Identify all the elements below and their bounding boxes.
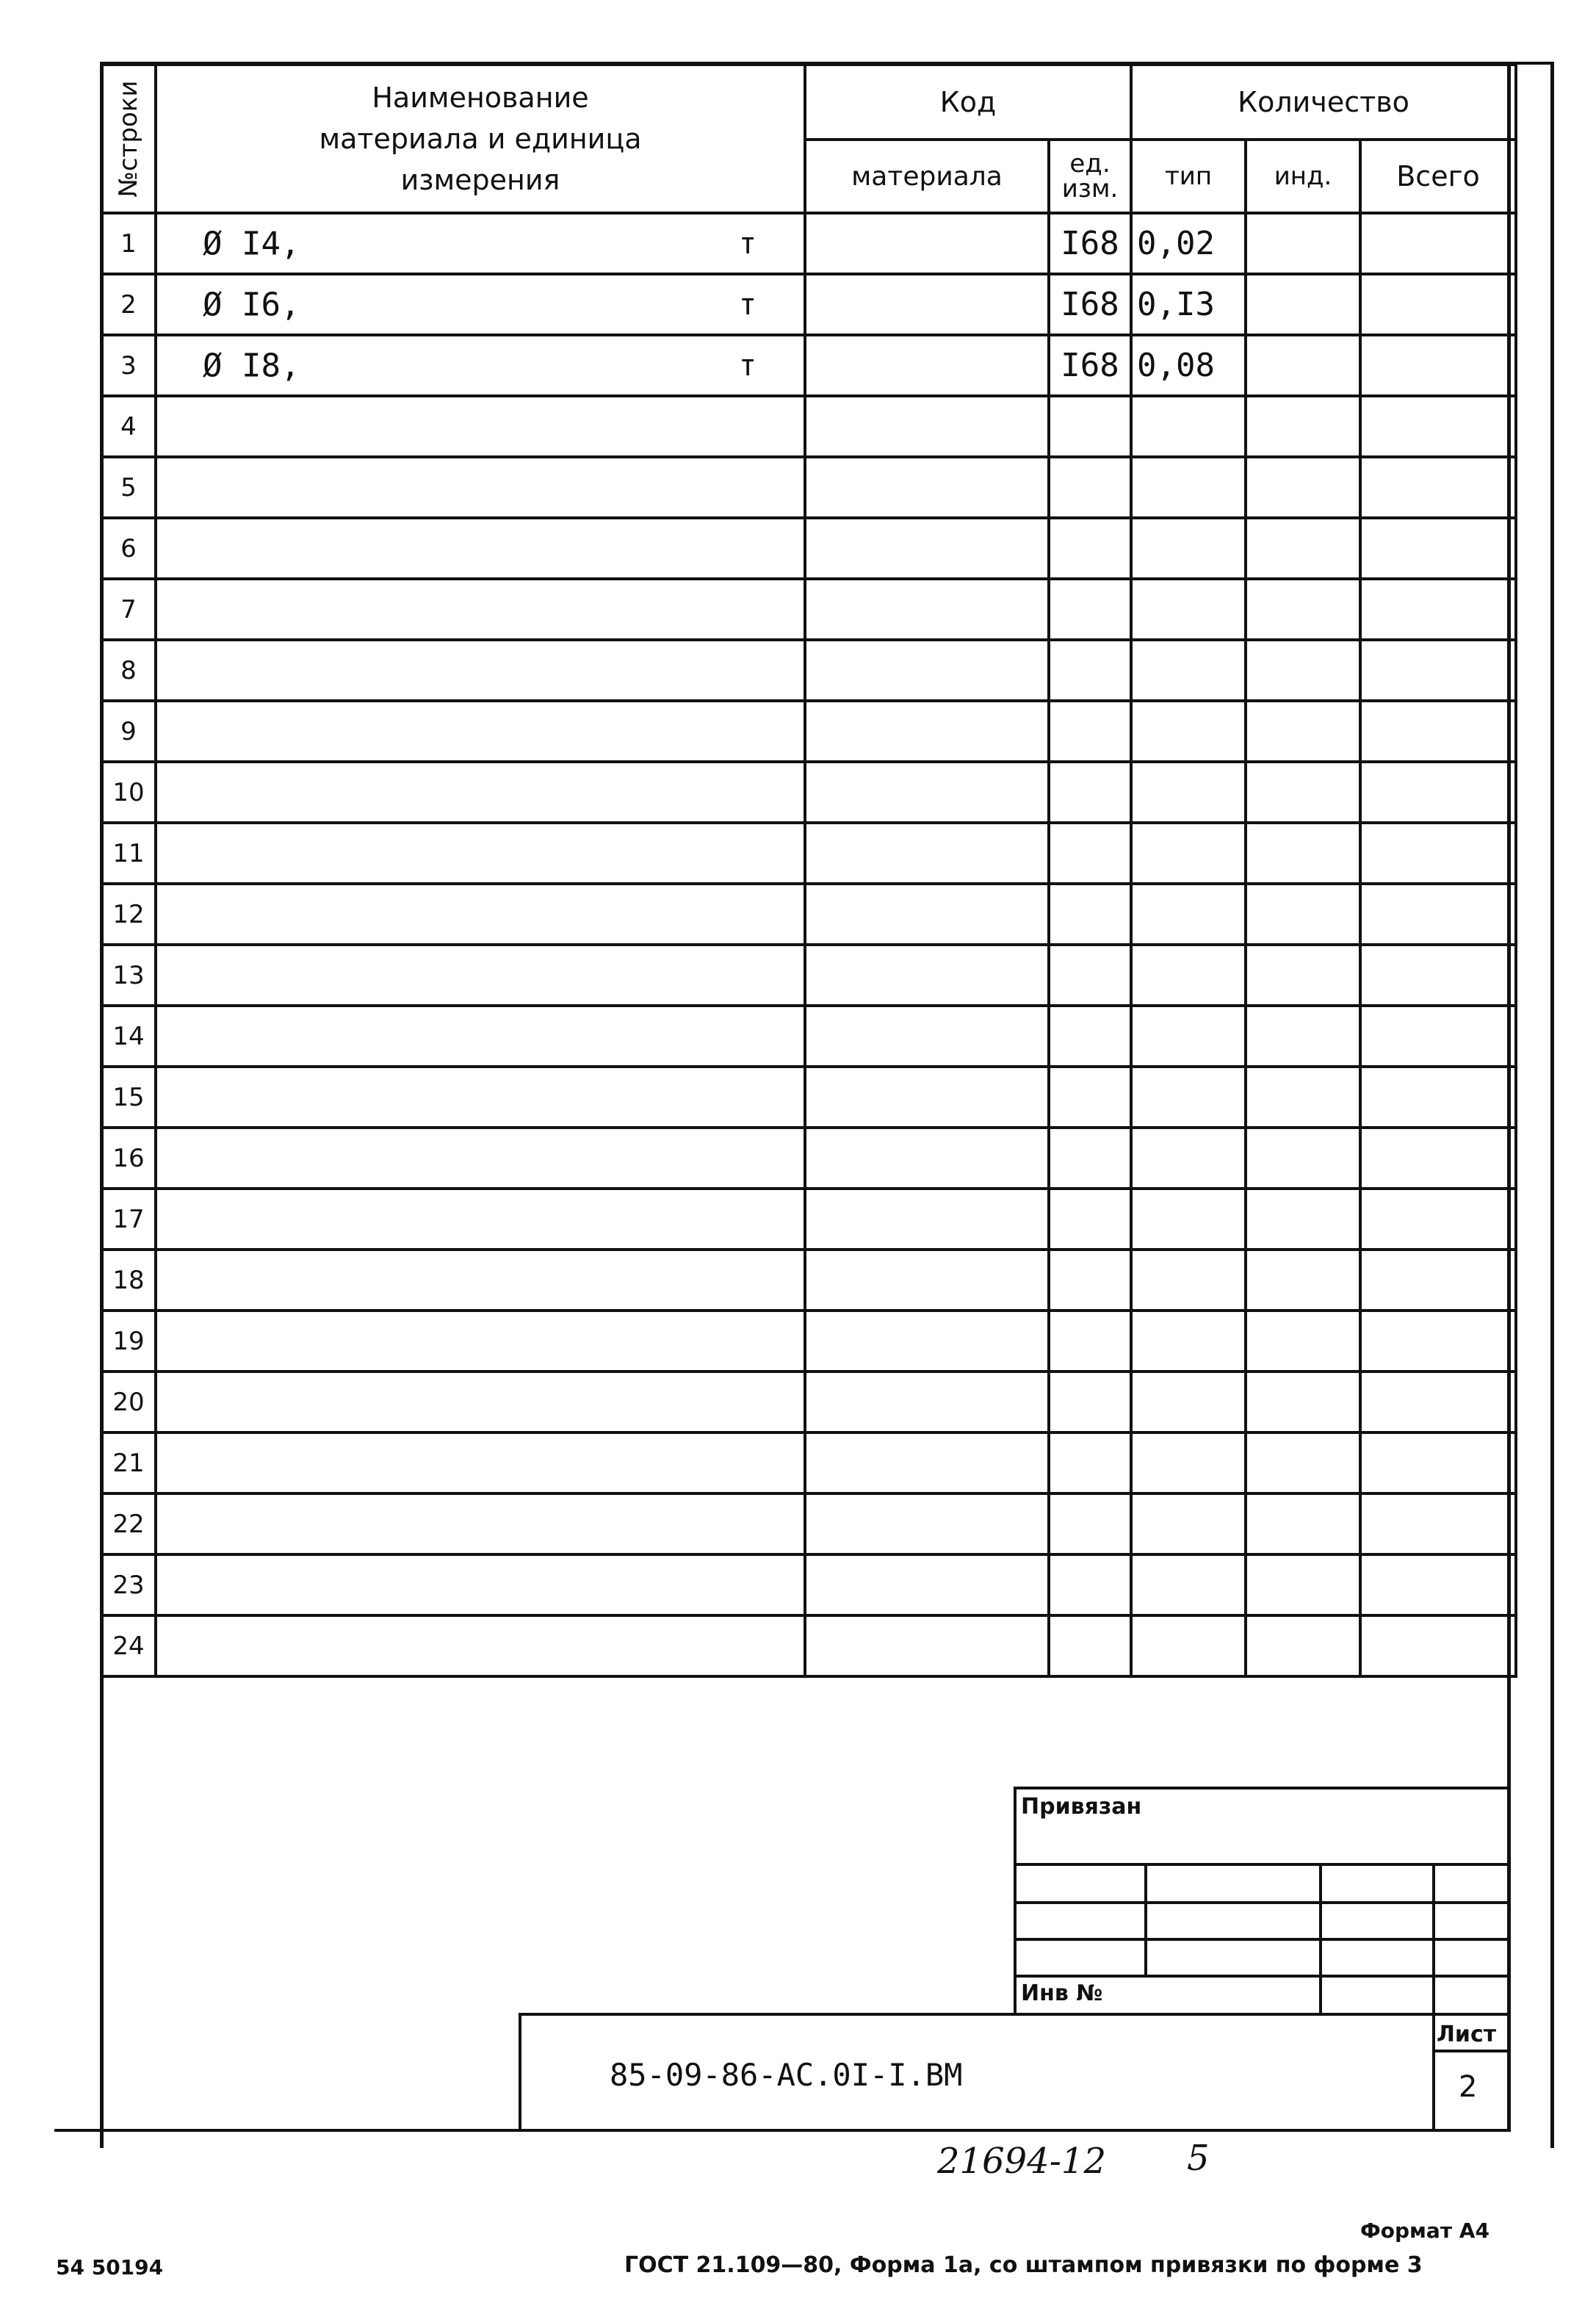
unit-code-cell: I68 [1049,213,1131,274]
unit-code-cell [1049,1554,1131,1615]
type-quantity-cell [1131,640,1246,701]
material-name-cell [156,1067,805,1128]
individual-quantity-cell [1246,518,1360,579]
type-quantity-cell [1131,823,1246,884]
material-code-cell [805,1067,1049,1128]
material-code-cell [805,396,1049,457]
individual-quantity-cell [1246,1493,1360,1554]
unit-code-cell [1049,640,1131,701]
type-quantity-cell [1131,579,1246,640]
row-number: 5 [101,457,156,518]
material-code-cell [805,1250,1049,1311]
material-name: Ø I6, [203,286,300,323]
row-number: 22 [101,1493,156,1554]
row-number: 2 [101,274,156,335]
type-quantity-cell [1131,1006,1246,1067]
material-unit: т [738,226,757,261]
sheet-number: 2 [1459,2070,1478,2104]
table-row [101,1250,1516,1311]
unit-code-cell [1049,1372,1131,1432]
row-number: 21 [101,1432,156,1493]
row-number: 6 [101,518,156,579]
unit-code-cell [1049,1311,1131,1372]
type-header: тип [1131,140,1246,213]
individual-quantity-cell [1246,457,1360,518]
individual-quantity-cell [1246,1250,1360,1311]
unit-code-cell [1049,579,1131,640]
unit-code-cell [1049,823,1131,884]
materials-table [100,63,1517,1678]
individual-quantity-cell [1246,762,1360,823]
type-quantity-cell [1131,1189,1246,1250]
material-code-cell [805,1311,1049,1372]
material-code-header: материала [805,140,1049,213]
table-row [101,1067,1516,1128]
unit-code-cell [1049,1493,1131,1554]
material-name-cell [156,1432,805,1493]
individual-quantity-cell [1246,1189,1360,1250]
format-label: Формат А4 [1360,2219,1490,2243]
unit-header: ед. изм. [1049,140,1131,213]
code-header: Код [805,65,1131,140]
material-name-cell [156,1250,805,1311]
table-row [101,1311,1516,1372]
individual-quantity-cell [1246,1432,1360,1493]
unit-code-cell [1049,1189,1131,1250]
unit-code-cell [1049,518,1131,579]
row-number: 12 [101,884,156,945]
material-name-cell [156,884,805,945]
table-row [101,1432,1516,1493]
table-row [101,1189,1516,1250]
material-name-cell [156,1372,805,1432]
material-code-cell [805,335,1049,396]
unit-code-cell [1049,945,1131,1006]
individual-quantity-cell [1246,823,1360,884]
table-row [101,701,1516,762]
material-name-cell [156,1006,805,1067]
material-code-cell [805,1493,1049,1554]
row-number: 13 [101,945,156,1006]
material-name-cell [156,640,805,701]
row-number: 7 [101,579,156,640]
material-code-cell [805,518,1049,579]
handwritten-number: 21694-12 [937,2141,1106,2182]
table-row [101,640,1516,701]
total-quantity-cell [1360,1311,1516,1372]
material-code-cell [805,640,1049,701]
unit-code-cell [1049,884,1131,945]
individual-quantity-cell [1246,579,1360,640]
type-quantity-cell [1131,945,1246,1006]
material-name-cell [156,1615,805,1676]
sheet-label: Лист [1437,2022,1497,2047]
material-code-cell [805,457,1049,518]
table-row [101,518,1516,579]
material-name-cell [156,579,805,640]
unit-code-cell [1049,396,1131,457]
table-row [101,823,1516,884]
gost-reference: ГОСТ 21.109—80, Форма 1а, со штампом привязки по форме 3 [624,2252,1423,2278]
type-quantity-cell: 0,02 [1131,213,1246,274]
material-code-cell [805,1554,1049,1615]
type-quantity-cell: 0,08 [1131,335,1246,396]
material-name: Ø I8, [203,347,300,384]
material-name-cell [156,274,805,335]
total-quantity-cell [1360,1189,1516,1250]
type-quantity-cell [1131,1372,1246,1432]
left-code: 54 50194 [56,2255,164,2279]
total-quantity-cell [1360,213,1516,274]
row-number: 3 [101,335,156,396]
material-name-cell [156,701,805,762]
material-name-cell [156,335,805,396]
individual-quantity-cell [1246,1311,1360,1372]
total-quantity-cell [1360,884,1516,945]
material-name-cell [156,1493,805,1554]
row-number: 16 [101,1128,156,1189]
material-code-cell [805,213,1049,274]
individual-quantity-cell [1246,640,1360,701]
material-code-cell [805,579,1049,640]
unit-code-cell: I68 [1049,274,1131,335]
table-row [101,945,1516,1006]
handwritten-page: 5 [1187,2138,1210,2179]
bound-label: Привязан [1021,1794,1142,1820]
material-code-cell [805,762,1049,823]
material-code-cell [805,945,1049,1006]
individual-quantity-cell [1246,945,1360,1006]
total-quantity-cell [1360,1372,1516,1432]
material-name-cell [156,1128,805,1189]
table-row [101,1554,1516,1615]
material-code-cell [805,1372,1049,1432]
inventory-number-label: Инв № [1021,1980,1103,2006]
row-number: 18 [101,1250,156,1311]
table-row [101,1615,1516,1676]
row-number: 19 [101,1311,156,1372]
unit-code-cell [1049,762,1131,823]
unit-code-cell [1049,457,1131,518]
individual-quantity-cell [1246,1554,1360,1615]
table-row [101,1128,1516,1189]
material-code-cell [805,1006,1049,1067]
type-quantity-cell [1131,884,1246,945]
type-quantity-cell: 0,I3 [1131,274,1246,335]
unit-code-cell [1049,1432,1131,1493]
type-quantity-cell [1131,457,1246,518]
table-row [101,884,1516,945]
table-row [101,335,1516,396]
material-name: Ø I4, [203,225,300,262]
table-row [101,274,1516,335]
row-number: 24 [101,1615,156,1676]
total-quantity-cell [1360,1128,1516,1189]
row-number-header: №строки [101,65,156,213]
row-number: 9 [101,701,156,762]
type-quantity-cell [1131,1311,1246,1372]
row-number: 23 [101,1554,156,1615]
material-code-cell [805,274,1049,335]
type-quantity-cell [1131,762,1246,823]
material-code-cell [805,1128,1049,1189]
material-name-cell [156,823,805,884]
total-quantity-cell [1360,701,1516,762]
unit-code-cell [1049,1250,1131,1311]
material-name-cell [156,1189,805,1250]
total-quantity-cell [1360,457,1516,518]
total-quantity-cell [1360,1006,1516,1067]
individual-quantity-cell [1246,1006,1360,1067]
type-quantity-cell [1131,1250,1246,1311]
material-name-cell [156,762,805,823]
unit-code-cell [1049,701,1131,762]
individual-quantity-cell [1246,274,1360,335]
table-row [101,396,1516,457]
row-number: 10 [101,762,156,823]
type-quantity-cell [1131,1432,1246,1493]
table-row [101,762,1516,823]
type-quantity-cell [1131,701,1246,762]
unit-code-cell [1049,1006,1131,1067]
type-quantity-cell [1131,1554,1246,1615]
type-quantity-cell [1131,396,1246,457]
total-quantity-cell [1360,945,1516,1006]
material-name-cell [156,945,805,1006]
row-number: 4 [101,396,156,457]
document-code: 85-09-86-АС.0I-I.ВМ [610,2057,963,2093]
material-name-cell [156,1554,805,1615]
row-number: 17 [101,1189,156,1250]
total-quantity-cell [1360,1493,1516,1554]
material-code-cell [805,701,1049,762]
material-name-cell [156,1311,805,1372]
material-name-cell [156,213,805,274]
total-quantity-cell [1360,1432,1516,1493]
total-quantity-cell [1360,640,1516,701]
material-code-cell [805,1432,1049,1493]
individual-quantity-cell [1246,701,1360,762]
material-name-header: Наименование материала и единица измерения [156,65,805,213]
individual-quantity-cell [1246,1372,1360,1432]
material-name-cell [156,457,805,518]
individual-quantity-cell [1246,1615,1360,1676]
material-code-cell [805,884,1049,945]
individual-quantity-cell [1246,884,1360,945]
material-name-cell [156,396,805,457]
row-number: 15 [101,1067,156,1128]
material-code-cell [805,823,1049,884]
table-row [101,213,1516,274]
type-quantity-cell [1131,1493,1246,1554]
type-quantity-cell [1131,518,1246,579]
individual-quantity-cell [1246,396,1360,457]
total-quantity-cell [1360,518,1516,579]
total-quantity-cell [1360,274,1516,335]
material-name-cell [156,518,805,579]
type-quantity-cell [1131,1067,1246,1128]
table-body [101,213,1516,1676]
unit-code-cell [1049,1615,1131,1676]
total-quantity-cell [1360,1554,1516,1615]
total-quantity-cell [1360,396,1516,457]
row-number: 8 [101,640,156,701]
row-number: 20 [101,1372,156,1432]
individual-quantity-cell [1246,1067,1360,1128]
total-quantity-cell [1360,1067,1516,1128]
row-number: 11 [101,823,156,884]
type-quantity-cell [1131,1615,1246,1676]
material-code-cell [805,1615,1049,1676]
material-code-cell [805,1189,1049,1250]
material-unit: т [738,287,757,322]
unit-code-cell: I68 [1049,335,1131,396]
unit-code-cell [1049,1067,1131,1128]
table-row [101,579,1516,640]
individual-quantity-cell [1246,213,1360,274]
row-number: 1 [101,213,156,274]
table-row [101,1493,1516,1554]
type-quantity-cell [1131,1128,1246,1189]
total-quantity-cell [1360,1615,1516,1676]
table-row [101,457,1516,518]
total-header: Всего [1360,140,1516,213]
table-row [101,1372,1516,1432]
individual-quantity-cell [1246,335,1360,396]
total-quantity-cell [1360,762,1516,823]
total-quantity-cell [1360,335,1516,396]
material-unit: т [738,348,757,383]
quantity-header: Количество [1131,65,1516,140]
row-number: 14 [101,1006,156,1067]
total-quantity-cell [1360,579,1516,640]
unit-code-cell [1049,1128,1131,1189]
total-quantity-cell [1360,823,1516,884]
individual-header: инд. [1246,140,1360,213]
total-quantity-cell [1360,1250,1516,1311]
individual-quantity-cell [1246,1128,1360,1189]
table-row [101,1006,1516,1067]
